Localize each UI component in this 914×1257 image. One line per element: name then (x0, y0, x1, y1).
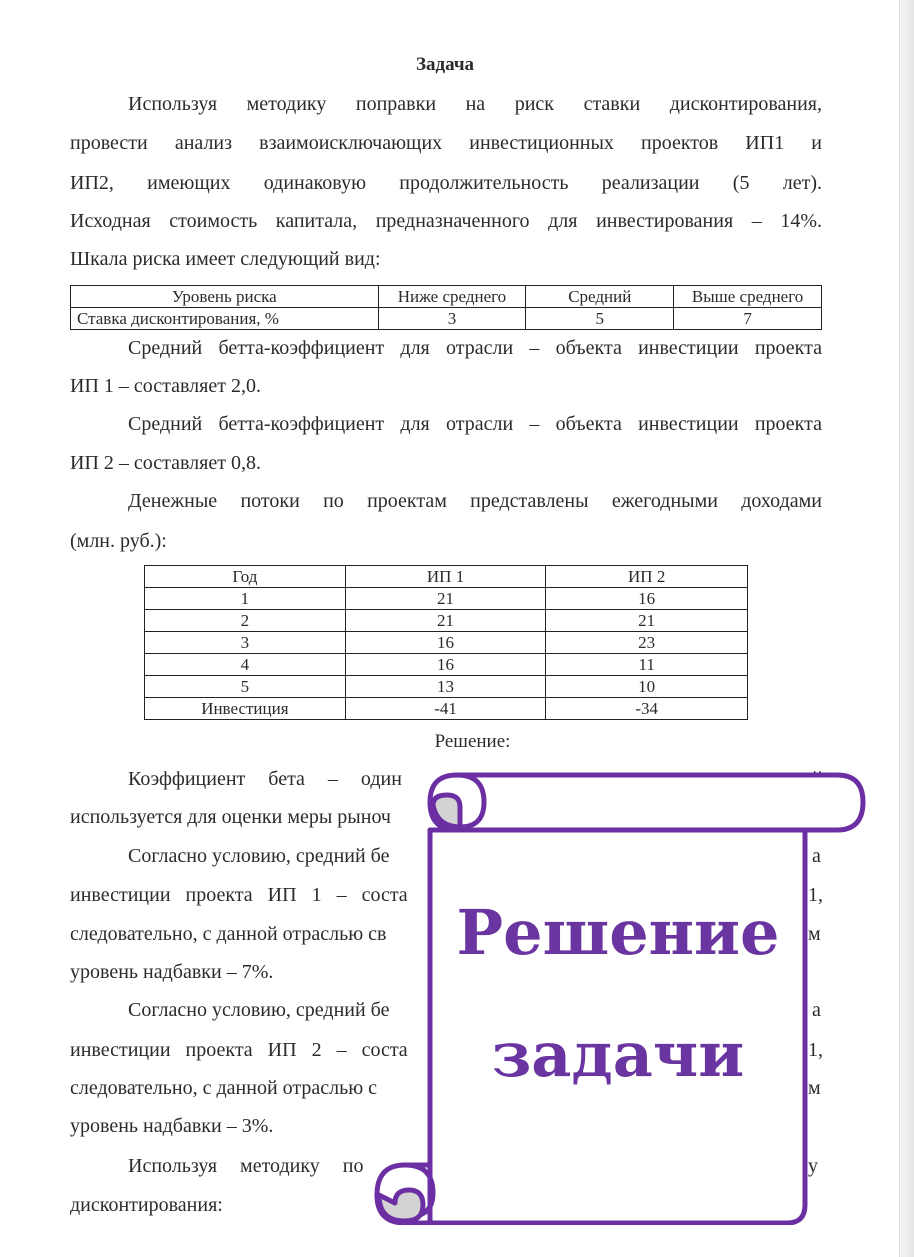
text-fragment: а (812, 845, 821, 867)
table-cell: ИП 1 (345, 566, 546, 588)
text-line: уровень надбавки – 7%. (70, 961, 274, 983)
table-cell: 21 (345, 588, 546, 610)
table-row (71, 308, 822, 330)
text-fragment: а (812, 999, 821, 1021)
text-line: уровень надбавки – 3%. (70, 1115, 274, 1137)
table-cell: Выше среднего (674, 286, 822, 308)
text-line: ИП 2 – составляет 0,8. (70, 452, 261, 474)
table-row (145, 632, 748, 654)
table-cell: 3 (145, 632, 346, 654)
table-cell: 7 (674, 308, 822, 330)
table-cell: Средний (526, 286, 674, 308)
text-line: инвестиции проекта ИП 2 – соста (70, 1039, 408, 1061)
text-line: Денежные потоки по проектам представлены ежегодными доходами (128, 490, 822, 512)
text-line: инвестиции проекта ИП 1 – соста (70, 884, 408, 906)
text-line: Шкала риска имеет следующий вид: (70, 248, 381, 270)
table-row (145, 654, 748, 676)
text-line: Коэффициент бета – один (128, 768, 402, 790)
text-line: Согласно условию, средний бе (128, 999, 390, 1021)
text-fragment: 1, (808, 1039, 823, 1061)
banner-title-line1: Решение (456, 896, 780, 969)
table-cell: 23 (546, 632, 748, 654)
table-cell: 21 (546, 610, 748, 632)
risk-scale-table (70, 285, 822, 330)
text-line: Согласно условию, средний бе (128, 845, 390, 867)
text-fragment: м (808, 1077, 821, 1099)
text-line: ИП2, имеющих одинаковую продолжительность реализации (5 лет). (70, 172, 822, 194)
table-cell: Ставка дисконтирования, % (71, 308, 379, 330)
text-fragment: м (808, 923, 821, 945)
text-line: Средний бетта-коэффициент для отрасли – объекта инвестиции проекта (128, 413, 822, 435)
table-cell: 11 (546, 654, 748, 676)
table-cell: 4 (145, 654, 346, 676)
text-line: (млн. руб.): (70, 530, 167, 552)
table-cell: Уровень риска (71, 286, 379, 308)
table-header-row (145, 566, 748, 588)
banner-title-line2: задачи (491, 1018, 745, 1091)
text-line: ИП 1 – составляет 2,0. (70, 375, 261, 397)
table-cell: 21 (345, 610, 546, 632)
text-fragment: 1, (808, 884, 823, 906)
table-row (145, 676, 748, 698)
table-row (145, 588, 748, 610)
table-cell: 2 (145, 610, 346, 632)
table-row (145, 698, 748, 720)
text-line: Средний бетта-коэффициент для отрасли – объекта инвестиции проекта (128, 337, 822, 359)
text-line: провести анализ взаимоисключающих инвестиционных проектов ИП1 и (70, 132, 822, 154)
text-line: Исходная стоимость капитала, предназначенного для инвестирования – 14%. (70, 210, 822, 232)
page-title: Задача (415, 54, 475, 75)
table-cell: 16 (546, 588, 748, 610)
solution-heading: Решение: (434, 731, 511, 752)
table-cell: 16 (345, 654, 546, 676)
text-line: Используя методику поправки на риск ставки дисконтирования, (128, 93, 822, 115)
table-cell: Инвестиция (145, 698, 346, 720)
text-line: используется для оценки меры рыноч (70, 806, 391, 828)
table-cell: Год (145, 566, 346, 588)
table-cell: -41 (345, 698, 546, 720)
table-cell: 5 (145, 676, 346, 698)
table-cell: Ниже среднего (378, 286, 526, 308)
text-fragment: у (808, 1155, 818, 1177)
text-line: следовательно, с данной отраслью с (70, 1077, 378, 1099)
scroll-banner-icon[interactable] (365, 765, 870, 1225)
table-cell: 13 (345, 676, 546, 698)
table-cell: 10 (546, 676, 748, 698)
scrollbar-track[interactable] (899, 0, 914, 1257)
table-header-row (71, 286, 822, 308)
text-line: следовательно, с данной отраслью св (70, 923, 387, 945)
table-cell: 1 (145, 588, 346, 610)
table-row (145, 610, 748, 632)
text-line: дисконтирования: (70, 1194, 223, 1216)
table-cell: ИП 2 (546, 566, 748, 588)
table-cell: 5 (526, 308, 674, 330)
table-cell: 3 (378, 308, 526, 330)
table-cell: 16 (345, 632, 546, 654)
text-line: Используя методику по (128, 1155, 364, 1177)
table-cell: -34 (546, 698, 748, 720)
cash-flow-table (144, 565, 748, 720)
